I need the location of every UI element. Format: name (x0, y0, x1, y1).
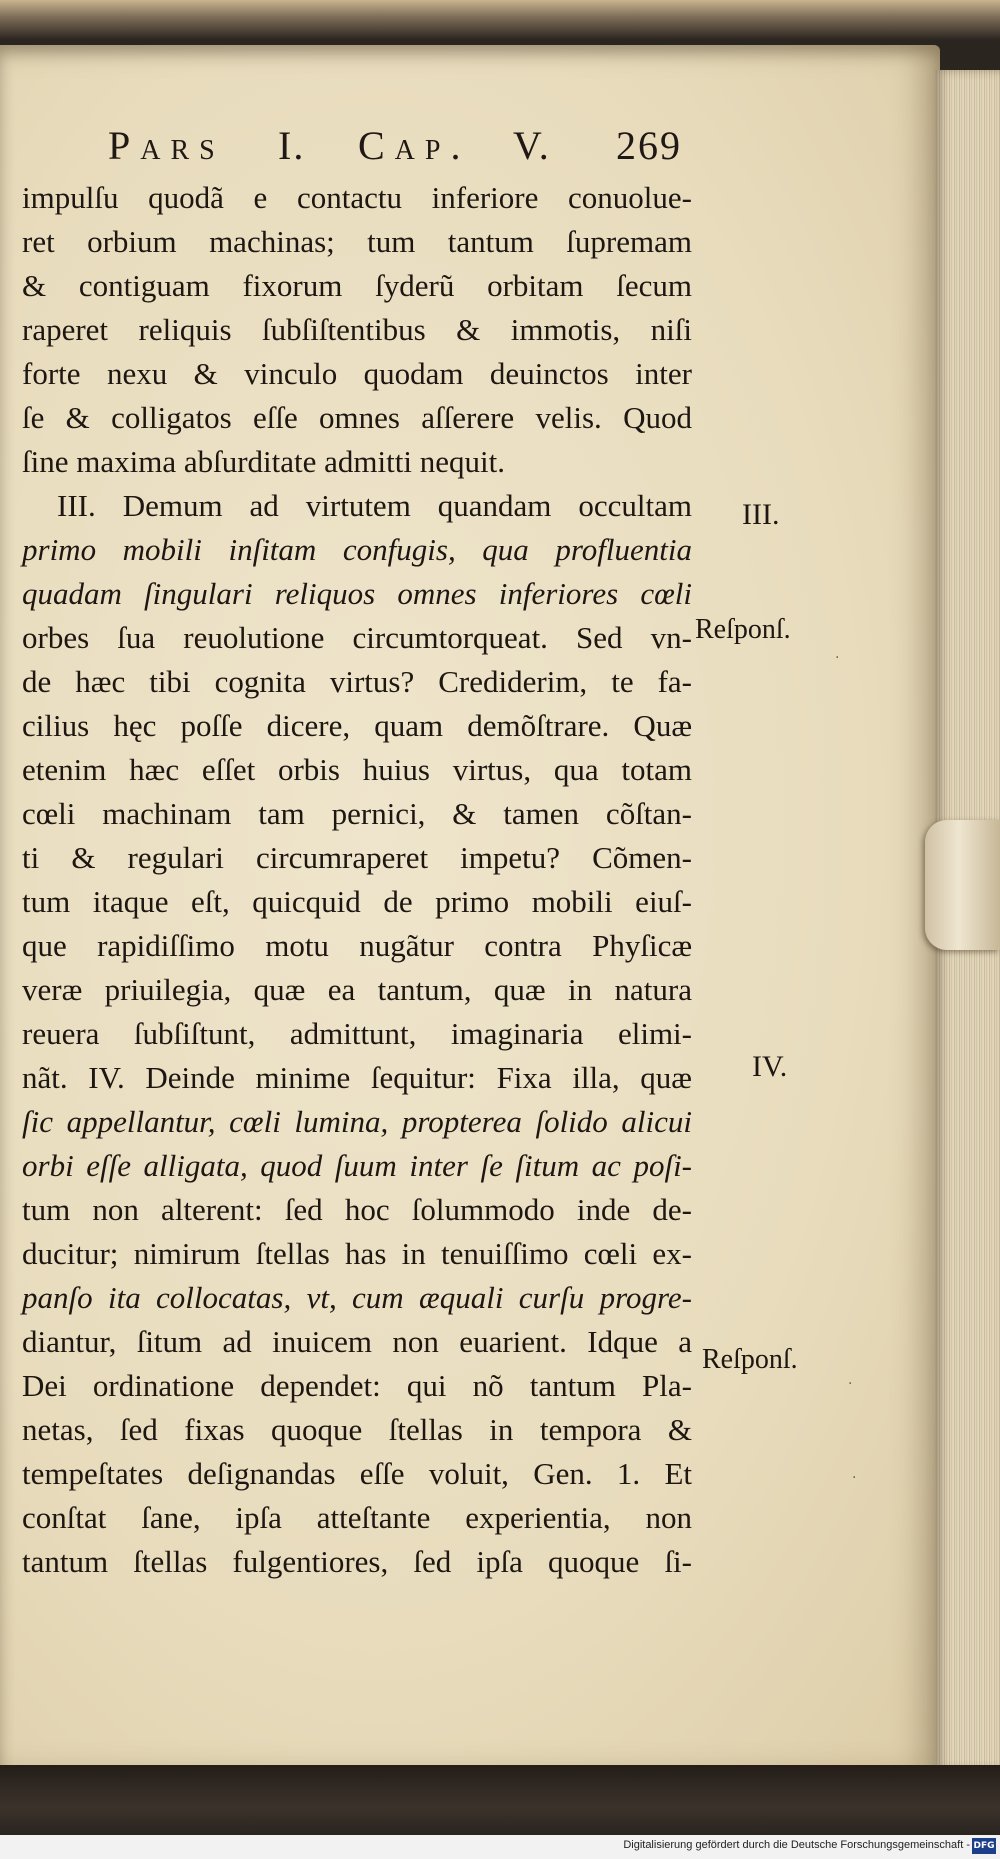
text-line: ret orbium machinas; tum tantum ſupremam (22, 224, 692, 259)
text-line: impulſu quodã e contactu inferiore conuolue- (22, 180, 692, 215)
text-line: & contiguam fixorum ſyderũ orbitam ſecum (22, 268, 692, 303)
marginal-note-respons-2: Reſponſ. (702, 1344, 798, 1375)
marginal-note-iv: IV. (752, 1050, 788, 1083)
text-line: ſic appellantur, cœli lumina, propterea ſolido alicui (22, 1104, 692, 1139)
text-line: de hæc tibi cognita virtus? Crediderim, te fa- (22, 664, 692, 699)
text-line: tum itaque eſt, quicquid de primo mobili eiuſ- (22, 884, 692, 919)
text-line: ſe & colligatos eſſe omnes aſſerere velis. Quod (22, 400, 692, 435)
text-line: ſine maxima abſurditate admitti nequit. (22, 444, 505, 479)
text-line: panſo ita collocatas, vt, cum æquali curſu progre- (22, 1280, 692, 1315)
ink-speck: · (835, 650, 840, 666)
page-number: 269 (616, 123, 682, 168)
text-line: raperet reliquis ſubſiſtentibus & immotis, niſi (22, 312, 692, 347)
text-line: quadam ſingulari reliquos omnes inferiores cœli (22, 576, 692, 611)
scan-bottom-edge (0, 1765, 1000, 1835)
text-line: Dei ordinatione dependet: qui nõ tantum Pla- (22, 1368, 692, 1403)
ink-speck: · (848, 1376, 853, 1392)
text-line: primo mobili inſitam confugis, qua profluentia (22, 532, 692, 567)
funding-credit: Digitalisierung gefördert durch die Deutsche Forschungsgemeinschaft - (623, 1839, 970, 1851)
dfg-logo: DFG (972, 1838, 996, 1854)
text-line: tum non alterent: ſed hoc ſolummodo inde de- (22, 1192, 692, 1227)
text-line: reuera ſubſiſtunt, admittunt, imaginaria elimi- (22, 1016, 692, 1051)
book-clasp (925, 820, 1000, 950)
header-pars-number: I. (278, 123, 306, 168)
marginal-note-respons: Reſponſ. (695, 614, 791, 645)
ink-speck: · (852, 1470, 857, 1486)
digitization-footer (0, 1835, 1000, 1859)
text-line: etenim hæc eſſet orbis huius virtus, qua totam (22, 752, 692, 787)
text-line: ducitur; nimirum ſtellas has in tenuiſſimo cœli ex- (22, 1236, 692, 1271)
text-line: cœli machinam tam pernici, & tamen cõſtan- (22, 796, 692, 831)
text-line: que rapidiſſimo motu nugãtur contra Phyſicæ (22, 928, 692, 963)
text-line: forte nexu & vinculo quodam deuinctos inter (22, 356, 692, 391)
text-line: conſtat ſane, ipſa atteſtante experientia, non (22, 1500, 692, 1535)
header-cap-number: V. (513, 123, 551, 168)
text-line: netas, ſed fixas quoque ſtellas in tempora & (22, 1412, 692, 1447)
header-pars: Pars (108, 123, 225, 168)
text-line: orbes ſua reuolutione circumtorqueat. Sed vn- (22, 620, 692, 655)
running-header (108, 122, 688, 174)
text-line: tempeſtates deſignandas eſſe voluit, Gen. 1. Et (22, 1456, 692, 1491)
marginal-note-iii: III. (742, 498, 780, 531)
text-line: III. Demum ad virtutem quandam occultam (57, 488, 692, 523)
text-line: tantum ſtellas fulgentiores, ſed ipſa quoque ſi- (22, 1544, 692, 1579)
text-line: ti & regulari circumraperet impetu? Cõmen- (22, 840, 692, 875)
text-line: cilius hęc poſſe dicere, quam demõſtrare. Quæ (22, 708, 692, 743)
text-line: nãt. IV. Deinde minime ſequitur: Fixa illa, quæ (22, 1060, 692, 1095)
text-line: diantur, ſitum ad inuicem non euarient. Idque a (22, 1324, 692, 1359)
text-line: orbi eſſe alligata, quod ſuum inter ſe ſitum ac poſi- (22, 1148, 692, 1183)
header-cap: Cap. (358, 123, 471, 168)
text-line: veræ priuilegia, quæ ea tantum, quæ in natura (22, 972, 692, 1007)
